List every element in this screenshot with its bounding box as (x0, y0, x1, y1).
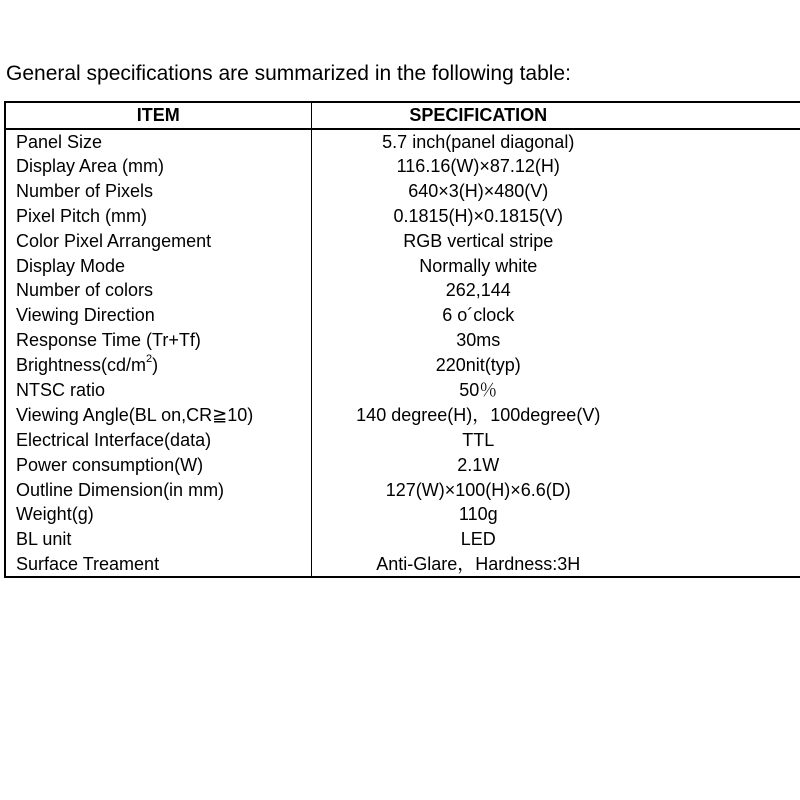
row-item: Electrical Interface(data) (5, 428, 311, 453)
table-row (5, 453, 800, 478)
table-row (5, 129, 800, 154)
row-spec: 262,144 (445, 280, 511, 301)
table-header-row (5, 102, 800, 129)
row-item-superscript: 2 (146, 353, 153, 366)
row-item: Number of Pixels (5, 179, 311, 204)
row-spec: LED (460, 529, 496, 550)
row-item: Pixel Pitch (mm) (5, 204, 311, 229)
row-spec: 30ms (456, 330, 501, 351)
header-specification: SPECIFICATION (311, 102, 800, 129)
row-item-suffix: ) (152, 355, 159, 376)
row-spec: 140 degree(H)，100degree(V) (356, 404, 601, 425)
row-spec: 127(W)×100(H)×6.6(D) (385, 479, 571, 500)
table-row (5, 353, 800, 378)
row-item: Viewing Direction (5, 303, 311, 328)
row-item: Viewing Angle(BL on,CR≧10) (5, 403, 311, 428)
row-item: BL unit (5, 527, 311, 552)
row-spec: 640×3(H)×480(V) (408, 180, 549, 201)
row-spec: 5.7 inch(panel diagonal) (382, 131, 575, 152)
row-item: Outline Dimension(in mm) (5, 478, 311, 503)
row-spec: 50％ (459, 379, 498, 400)
row-item: Panel Size (5, 129, 311, 154)
row-item: Response Time (Tr+Tf) (5, 328, 311, 353)
row-spec: 220nit(typ) (435, 355, 521, 376)
table-row (5, 403, 800, 428)
row-item: Display Mode (5, 254, 311, 279)
table-row (5, 254, 800, 279)
table-row (5, 328, 800, 353)
row-spec: 0.1815(H)×0.1815(V) (393, 205, 564, 226)
row-item: NTSC ratio (5, 378, 311, 403)
row-item: Number of colors (5, 278, 311, 303)
table-row (5, 378, 800, 403)
row-spec: Anti-Glare，Hardness:3H (376, 553, 581, 574)
row-item: Display Area (mm) (5, 154, 311, 179)
table-row (5, 229, 800, 254)
row-spec: 2.1W (457, 454, 500, 475)
table-row (5, 478, 800, 503)
row-spec: 110g (458, 504, 498, 525)
table-row (5, 527, 800, 552)
row-spec: 116.16(W)×87.12(H) (396, 155, 560, 176)
row-spec: 6 o´clock (442, 305, 515, 326)
row-item: Color Pixel Arrangement (5, 229, 311, 254)
row-spec: RGB vertical stripe (403, 230, 554, 251)
table-row (5, 552, 800, 577)
row-item: Power consumption(W) (5, 453, 311, 478)
table-row (5, 303, 800, 328)
row-spec: TTL (462, 429, 495, 450)
table-row (5, 428, 800, 453)
header-item: ITEM (5, 102, 311, 129)
row-item-text: Brightness(cd/m (16, 355, 147, 376)
specification-table (4, 101, 800, 578)
row-item: Surface Treament (5, 552, 311, 577)
table-row (5, 204, 800, 229)
table-row (5, 179, 800, 204)
table-row (5, 502, 800, 527)
table-row (5, 154, 800, 179)
table-row (5, 278, 800, 303)
row-spec: Normally white (419, 255, 538, 276)
row-item: Weight(g) (5, 502, 311, 527)
intro-text: General specifications are summarized in the following table: (6, 62, 571, 85)
row-item (5, 353, 311, 378)
